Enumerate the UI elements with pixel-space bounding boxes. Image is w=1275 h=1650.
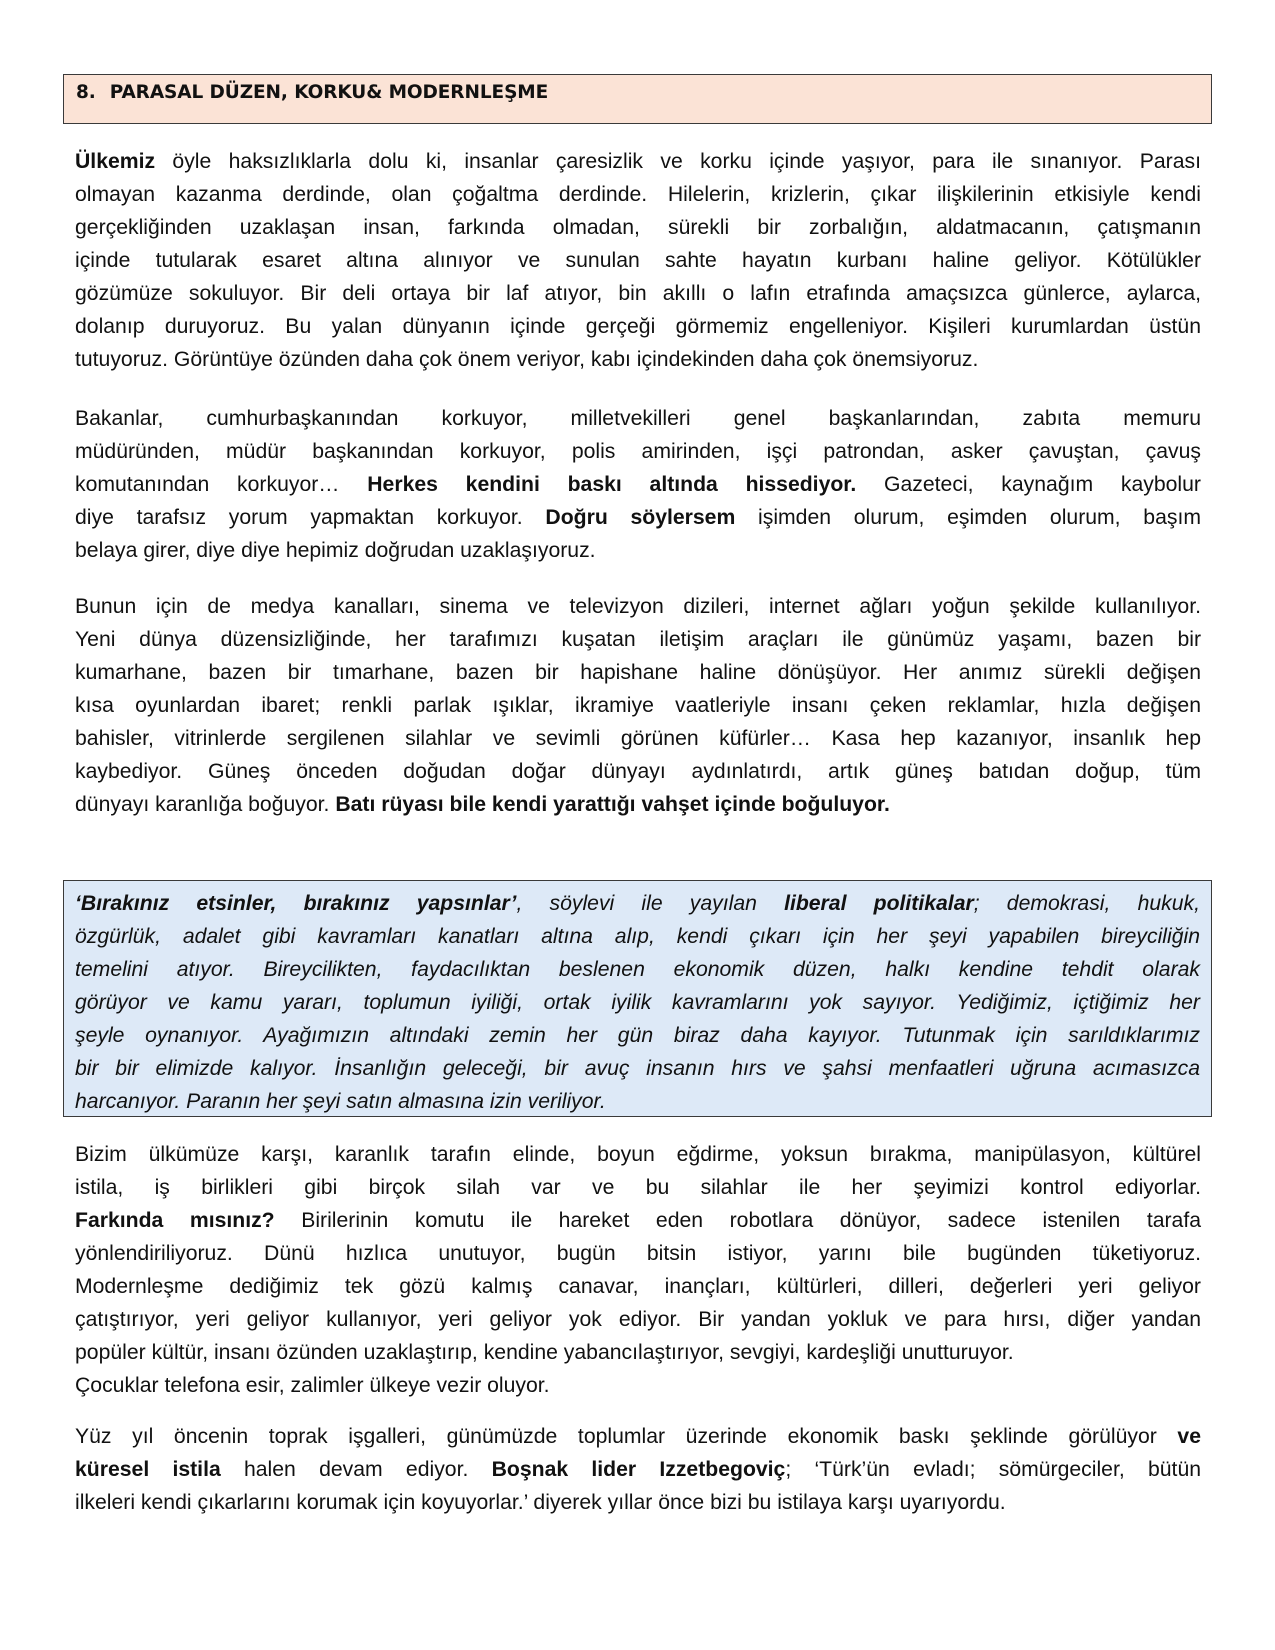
text: Gazeteci, kaynağım kaybolur bbox=[856, 473, 1201, 496]
text-line: bir bir elimizde kalıyor. İnsanlığın geleceği, bir avuç insanın hırs ve şahsi menfaatleri uğruna acımasızca bbox=[75, 1057, 1200, 1080]
text-line bbox=[75, 887, 1200, 920]
text-line: tutuyoruz. Görüntüye özünden daha çok önem veriyor, kabı içindekinden daha çok önemsiyoruz. bbox=[75, 348, 979, 371]
text-line: dolanıp duruyoruz. Bu yalan dünyanın içinde gerçeği görmemiz engelleniyor. Kişileri kurumlardan üstün bbox=[75, 315, 1201, 338]
text: öyle haksızlıklarla dolu ki, insanlar çaresizlik ve korku içinde yaşıyor, para ile sınanıyor. Parası bbox=[155, 150, 1201, 173]
text-line bbox=[75, 501, 1201, 534]
text-line: temelini atıyor. Bireycilikten, faydacılıktan beslenen ekonomik düzen, halkı kendine tehdit olarak bbox=[75, 958, 1200, 981]
paragraph-5 bbox=[75, 1420, 1201, 1519]
bold-text: Boşnak lider Izzetbegoviç bbox=[491, 1458, 786, 1481]
text: işimden olurum, eşimden olurum, başım bbox=[735, 506, 1201, 529]
bold-text: Batı rüyası bile kendi yarattığı vahşet içinde boğuluyor. bbox=[335, 793, 890, 816]
bold-text: küresel istila bbox=[75, 1458, 221, 1481]
text-line bbox=[75, 1204, 1201, 1237]
text: diye tarafsız yorum yapmaktan korkuyor. bbox=[75, 506, 546, 529]
bold-text: liberal politikalar bbox=[784, 892, 974, 915]
text-line: müdüründen, müdür başkanından korkuyor, polis amirinden, işçi patrondan, asker çavuştan, çavuş bbox=[75, 440, 1201, 463]
text-line bbox=[75, 788, 1201, 821]
text-line: içinde tutularak esaret altına alınıyor ve sunulan sahte hayatın kurbanı haline geliyor. Kötülükler bbox=[75, 249, 1201, 272]
paragraph-2 bbox=[75, 402, 1201, 567]
text: komutanından korkuyor… bbox=[75, 473, 368, 496]
text: Yüz yıl öncenin toprak işgalleri, günümüzde toplumlar üzerinde ekonomik baskı şeklinde görülüyor bbox=[75, 1425, 1178, 1448]
bold-text: Farkında mısınız? bbox=[75, 1209, 275, 1232]
section-number: 8. bbox=[76, 82, 96, 103]
text-line: görüyor ve kamu yararı, toplumun iyiliği, ortak iyilik kavramlarını yok sayıyor. Yediğimiz, içtiğimiz her bbox=[75, 991, 1200, 1014]
text-line: belaya girer, diye diye hepimiz doğrudan uzaklaşıyoruz. bbox=[75, 539, 596, 562]
text-line: olmayan kazanma derdinde, olan çoğaltma derdinde. Hilelerin, krizlerin, çıkar ilişkilerinin etkisiyle kendi bbox=[75, 183, 1201, 206]
text-line: Bakanlar, cumhurbaşkanından korkuyor, milletvekilleri genel başkanlarından, zabıta memuru bbox=[75, 407, 1201, 430]
paragraph-3 bbox=[75, 590, 1201, 821]
text-line: ilkeleri kendi çıkarlarını korumak için koyuyorlar.’ diyerek yıllar önce bizi bu istilaya karşı uyarıyordu. bbox=[75, 1491, 1006, 1514]
text-line: Bizim ülkümüze karşı, karanlık tarafın elinde, boyun eğdirme, yoksun bırakma, manipülasyon, kültürel bbox=[75, 1143, 1201, 1166]
text: ; ‘Türk’ün evladı; sömürgeciler, bütün bbox=[785, 1458, 1202, 1481]
text: ; demokrasi, hukuk, bbox=[973, 892, 1200, 915]
text-line: Bunun için de medya kanalları, sinema ve televizyon dizileri, internet ağları yoğun şekilde kullanılıyor. bbox=[75, 595, 1201, 618]
text-line: çatıştırıyor, yeri geliyor kullanıyor, yeri geliyor yok ediyor. Bir yandan yokluk ve para hırsı, diğer yandan bbox=[75, 1308, 1201, 1331]
quote-paragraph bbox=[75, 887, 1200, 1118]
bold-text: ‘Bırakınız etsinler, bırakınız yapsınlar’ bbox=[75, 892, 517, 915]
text-line bbox=[75, 1453, 1201, 1486]
text-line bbox=[75, 468, 1201, 501]
text-line: bahisler, vitrinlerde sergilenen silahlar ve sevimli görünen küfürler… Kasa hep kazanıyor, insanlık hep bbox=[75, 727, 1201, 750]
text: Birilerinin komutu ile hareket eden robotlara dönüyor, sadece istenilen tarafa bbox=[274, 1209, 1201, 1232]
text-line: özgürlük, adalet gibi kavramları kanatları altına alıp, kendi çıkarı için her şeyi yapabilen bireyciliğin bbox=[75, 925, 1200, 948]
text-line: Modernleşme dediğimiz tek gözü kalmış canavar, inançları, kültürleri, dilleri, değerleri yeri geliyor bbox=[75, 1275, 1201, 1298]
paragraph-4 bbox=[75, 1138, 1201, 1402]
bold-text: ve bbox=[1177, 1425, 1201, 1448]
text-line: gerçekliğinden uzaklaşan insan, farkında olmadan, sürekli bir zorbalığın, aldatmacanın, çatışmanın bbox=[75, 216, 1201, 239]
bold-text: Ülkemiz bbox=[75, 150, 156, 173]
text-line bbox=[75, 1420, 1201, 1453]
text: dünyayı karanlığa boğuyor. bbox=[75, 793, 336, 816]
section-heading-box bbox=[63, 74, 1212, 124]
text-line: harcanıyor. Paranın her şeyi satın almasına izin veriliyor. bbox=[75, 1090, 606, 1113]
section-title: PARASAL DÜZEN, KORKU& MODERNLEŞME bbox=[109, 82, 549, 103]
text-line: şeyle oynanıyor. Ayağımızın altındaki zemin her gün biraz daha kayıyor. Tutunmak için sarıldıklarımız bbox=[75, 1024, 1200, 1047]
section-heading bbox=[76, 81, 1199, 105]
paragraph-1 bbox=[75, 145, 1201, 376]
text-line: kumarhane, bazen bir tımarhane, bazen bir hapishane haline dönüşüyor. Her anımız sürekli değişen bbox=[75, 661, 1201, 684]
text-line: yönlendiriliyoruz. Dünü hızlıca unutuyor, bugün bitsin istiyor, yarını bile bugünden tüketiyoruz. bbox=[75, 1242, 1201, 1265]
text-line: popüler kültür, insanı özünden uzaklaştırıp, kendine yabancılaştırıyor, sevgiyi, kardeşliği unutturuyor. bbox=[75, 1341, 1014, 1364]
text-line: gözümüze sokuluyor. Bir deli ortaya bir laf atıyor, bin akıllı o lafın etrafında amaçsızca günlerce, aylarca, bbox=[75, 282, 1201, 305]
text: halen devam ediyor. bbox=[220, 1458, 492, 1481]
bold-text: Doğru söylersem bbox=[545, 506, 736, 529]
quote-box bbox=[63, 880, 1212, 1117]
text-line bbox=[75, 145, 1201, 178]
text-line: istila, iş birlikleri gibi birçok silah var ve bu silahlar ile her şeyimizi kontrol ediyorlar. bbox=[75, 1176, 1201, 1199]
text-line: Çocuklar telefona esir, zalimler ülkeye vezir oluyor. bbox=[75, 1374, 550, 1397]
bold-text: Herkes kendini baskı altında hissediyor. bbox=[367, 473, 857, 496]
text-line: kısa oyunlardan ibaret; renkli parlak ışıklar, ikramiye vaatleriyle insanı çeken reklamlar, hızla değişen bbox=[75, 694, 1201, 717]
text-line: kaybediyor. Güneş önceden doğudan doğar dünyayı aydınlatırdı, artık güneş batıdan doğup, tüm bbox=[75, 760, 1201, 783]
text: , söylevi ile yayılan bbox=[516, 892, 785, 915]
text-line: Yeni dünya düzensizliğinde, her tarafımızı kuşatan iletişim araçları ile günümüz yaşamı, bazen bir bbox=[75, 628, 1201, 651]
